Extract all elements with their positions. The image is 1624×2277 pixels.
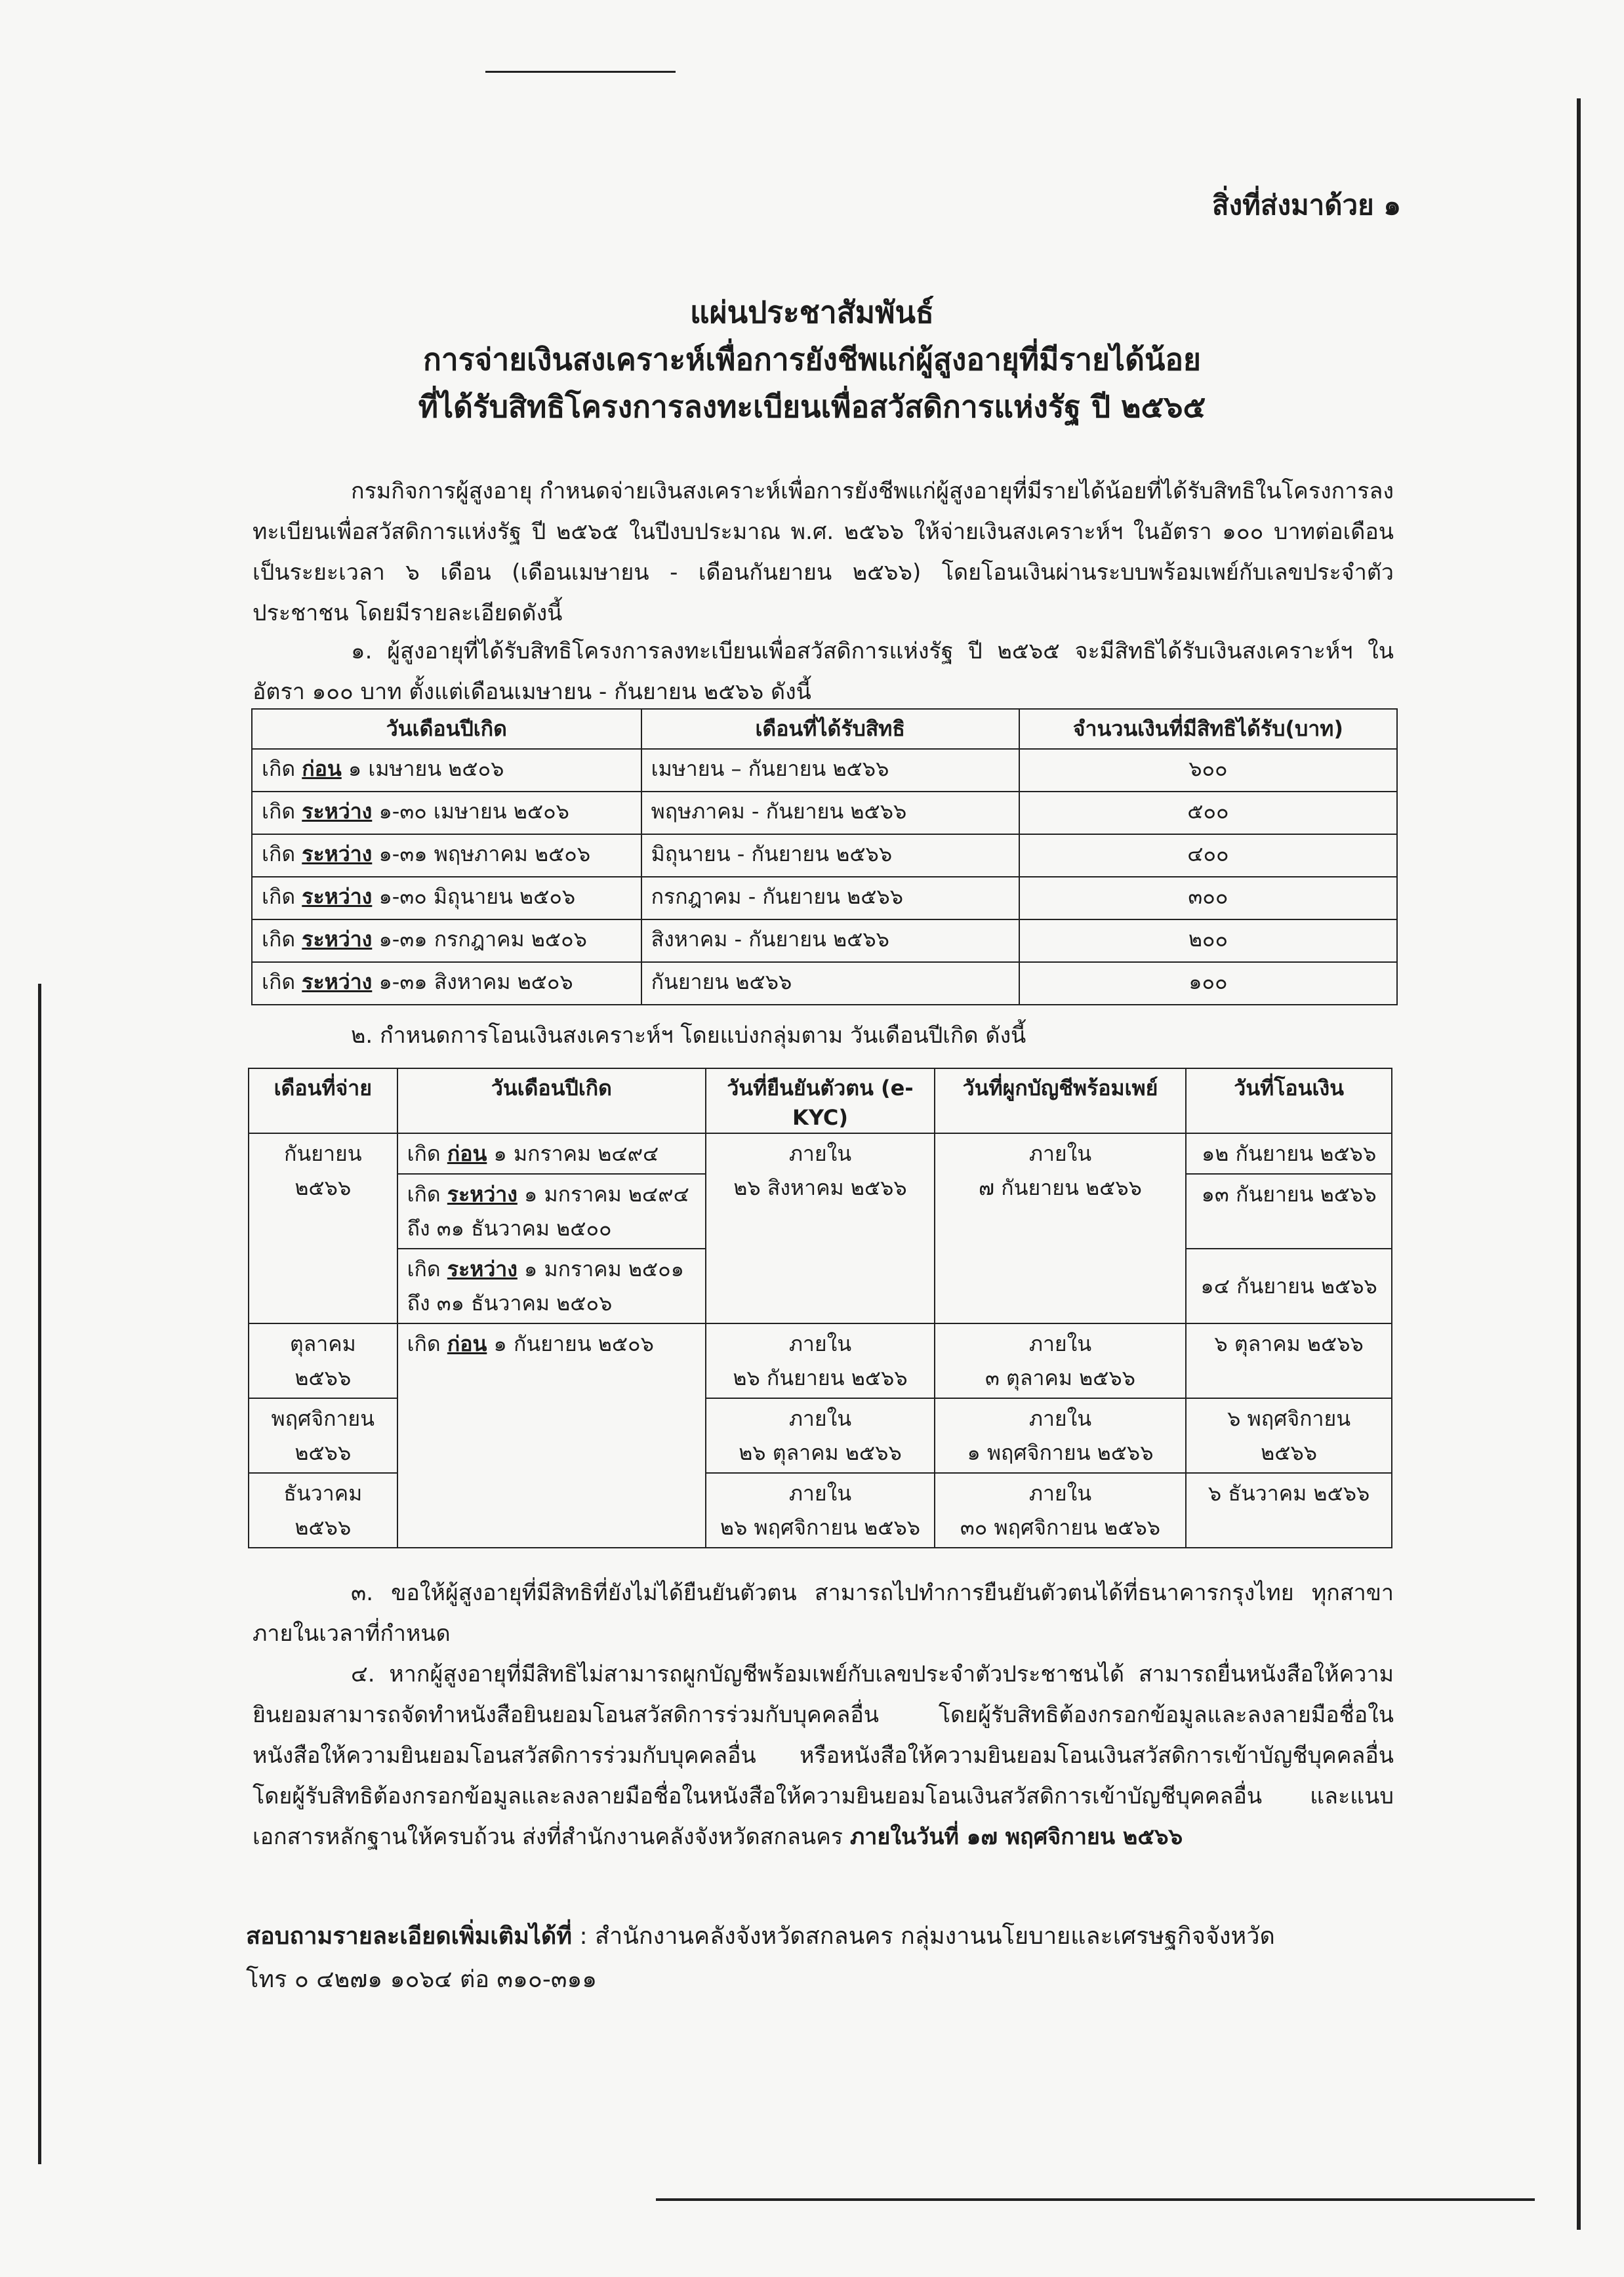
cell-text: เกิด — [407, 1331, 447, 1356]
months-cell: กันยายน ๒๕๖๖ — [641, 962, 1019, 1005]
birthdate-cell — [397, 1323, 706, 1548]
item-1-paragraph: ๑. ผู้สูงอายุที่ได้รับสิทธิโครงการลงทะเบียนเพื่อสวัสดิการแห่งรัฐ ปี ๒๕๖๕ จะมีสิทธิได้รับเงินสงเคราะห์ฯ ในอัตรา ๑๐๐ บาท ตั้งแต่เดือนเมษายน - กันยายน ๒๕๖๖ ดังนี้ — [253, 638, 1394, 705]
promptpay-cell — [935, 1323, 1186, 1398]
transfer-date-cell: ๑๒ กันยายน ๒๕๖๖ — [1186, 1133, 1392, 1174]
ekyc-cell — [706, 1398, 935, 1473]
birthdate-cell — [252, 834, 641, 877]
cell-text: ๑-๓๑ สิงหาคม ๒๕๐๖ — [372, 969, 573, 994]
cell-text: ๑ มกราคม ๒๕๐๑ — [517, 1257, 684, 1281]
cell-text: ภายใน — [788, 1481, 852, 1506]
cell-text: ๑-๓๑ พฤษภาคม ๒๕๐๖ — [372, 841, 591, 866]
cell-text: ถึง ๓๑ ธันวาคม ๒๕๐๖ — [407, 1291, 613, 1316]
months-cell: สิงหาคม - กันยายน ๒๕๖๖ — [641, 919, 1019, 962]
cell-text: เกิด — [262, 841, 302, 866]
amount-cell: ๑๐๐ — [1019, 962, 1397, 1005]
birthdate-cell — [252, 919, 641, 962]
amount-cell: ๕๐๐ — [1019, 792, 1397, 834]
cell-text: ภายใน — [788, 1406, 852, 1431]
table-row — [252, 962, 1397, 1005]
cell-keyword: ระหว่าง — [302, 884, 373, 909]
promptpay-cell — [935, 1473, 1186, 1548]
cell-text: ๓๐ พฤศจิกายน ๒๕๖๖ — [960, 1515, 1161, 1540]
col-header-ekyc: วันที่ยืนยันตัวตน (e-KYC) — [706, 1068, 935, 1133]
birthdate-cell — [397, 1249, 706, 1323]
cell-keyword: ระหว่าง — [302, 969, 373, 994]
cell-text: ๑ พฤศจิกายน ๒๕๖๖ — [967, 1440, 1154, 1465]
cell-text: ภายใน — [1028, 1406, 1092, 1431]
promptpay-cell — [935, 1398, 1186, 1473]
cell-text: ภายใน — [1028, 1331, 1092, 1356]
cell-keyword: ก่อน — [302, 756, 342, 781]
cell-text: เกิด — [262, 927, 302, 952]
transfer-date-cell: ๖ ธันวาคม ๒๕๖๖ — [1186, 1473, 1392, 1548]
item-3-paragraph: ๓. ขอให้ผู้สูงอายุที่มีสิทธิที่ยังไม่ได้ยืนยันตัวตน สามารถไปทำการยืนยันตัวตนได้ที่ธนาคารกรุงไทย ทุกสาขา ภายในเวลาที่กำหนด — [253, 1580, 1394, 1647]
col-header-pay-month: เดือนที่จ่าย — [249, 1068, 397, 1133]
pay-month-cell: กันยายน ๒๕๖๖ — [249, 1133, 397, 1323]
entitlement-table — [251, 708, 1398, 1005]
cell-text: เกิด — [262, 799, 302, 824]
months-cell: พฤษภาคม - กันยายน ๒๕๖๖ — [641, 792, 1019, 834]
birthdate-cell — [252, 877, 641, 919]
intro-paragraph: กรมกิจการผู้สูงอายุ กำหนดจ่ายเงินสงเคราะห์เพื่อการยังชีพแก่ผู้สูงอายุที่มีรายได้น้อยที่ได้รับสิทธิในโครงการลงทะเบียนเพื่อสวัสดิการแห่งรัฐ ปี ๒๕๖๕ ในปีงบประมาณ พ.ศ. ๒๕๖๖ ให้จ่ายเงินสงเคราะห์ฯ ในอัตรา ๑๐๐ บาทต่อเดือน เป็นระยะเวลา ๖ เดือน (เดือนเมษายน - เดือนกันยายน ๒๕๖๖) โดยโอนเงินผ่านระบบพร้อมเพย์กับเลขประจำตัวประชาชน โดยมีรายละเอียดดังนี้ — [253, 478, 1394, 626]
title-line-3: ที่ได้รับสิทธิโครงการลงทะเบียนเพื่อสวัสดิการแห่งรัฐ ปี ๒๕๖๕ — [418, 389, 1206, 424]
transfer-schedule-table — [248, 1068, 1392, 1548]
cell-text: เกิด — [407, 1257, 447, 1281]
months-cell: กรกฎาคม - กันยายน ๒๕๖๖ — [641, 877, 1019, 919]
months-cell: เมษายน – กันยายน ๒๕๖๖ — [641, 749, 1019, 792]
cell-text: ๒๖ สิงหาคม ๒๕๖๖ — [733, 1175, 907, 1200]
table-header-row — [249, 1068, 1392, 1133]
attachment-label: สิ่งที่ส่งมาด้วย ๑ — [1212, 189, 1401, 221]
transfer-date-cell: ๖ ตุลาคม ๒๕๖๖ — [1186, 1323, 1392, 1398]
pay-month-cell: ธันวาคม ๒๕๖๖ — [249, 1473, 397, 1548]
amount-cell: ๓๐๐ — [1019, 877, 1397, 919]
title-line-2: การจ่ายเงินสงเคราะห์เพื่อการยังชีพแก่ผู้สูงอายุที่มีรายได้น้อย — [423, 342, 1201, 377]
cell-text: ภายใน — [1028, 1141, 1092, 1166]
cell-text: ๑ มกราคม ๒๔๙๔ — [517, 1182, 689, 1207]
item-4-text: ๔. หากผู้สูงอายุที่มีสิทธิไม่สามารถผูกบัญชีพร้อมเพย์กับเลขประจำตัวประชาชนได้ สามารถยื่นหนังสือให้ความยินยอมสามารถจัดทำหนังสือยินยอมโอนสวัสดิการร่วมกับบุคคลอื่น โดยผู้รับสิทธิต้องกรอกข้อมูลและลงลายมือชื่อในหนังสือให้ความยินยอมโอนสวัสดิการร่วมกับบุคคลอื่น หรือหนังสือให้ความยินยอมโอนเงินสวัสดิการเข้าบัญชีบุคคลอื่น โดยผู้รับสิทธิต้องกรอกข้อมูลและลงลายมือชื่อในหนังสือให้ความยินยอมโอนเงินสวัสดิการเข้าบัญชีบุคคลอื่น และแนบเอกสารหลักฐานให้ครบถ้วน ส่งที่สำนักงานคลังจังหวัดสกลนคร — [253, 1661, 1394, 1850]
table-row — [252, 792, 1397, 834]
ekyc-cell — [706, 1133, 935, 1323]
transfer-date-cell: ๖ พฤศจิกายน ๒๕๖๖ — [1186, 1398, 1392, 1473]
contact-block — [246, 1915, 1400, 2002]
table-row — [249, 1133, 1392, 1174]
col-header-birthdate: วันเดือนปีเกิด — [252, 709, 641, 749]
ekyc-cell — [706, 1473, 935, 1548]
scan-edge-bottom — [656, 2198, 1535, 2201]
scan-edge-left — [38, 984, 41, 2164]
birthdate-cell — [252, 962, 641, 1005]
ekyc-cell — [706, 1323, 935, 1398]
cell-text: เกิด — [262, 756, 302, 781]
cell-text: เกิด — [407, 1141, 447, 1166]
item-4-deadline: ภายในวันที่ ๑๗ พฤศจิกายน ๒๕๖๖ — [849, 1824, 1183, 1850]
cell-text: ๗ กันยายน ๒๕๖๖ — [979, 1175, 1142, 1200]
transfer-date-cell: ๑๔ กันยายน ๒๕๖๖ — [1186, 1249, 1392, 1323]
pay-month-cell: ตุลาคม ๒๕๖๖ — [249, 1323, 397, 1398]
cell-text: ๓ ตุลาคม ๒๕๖๖ — [985, 1365, 1136, 1390]
cell-text: ๑ กันยายน ๒๕๐๖ — [487, 1331, 654, 1356]
cell-text: ๒๖ กันยายน ๒๕๖๖ — [733, 1365, 908, 1390]
months-cell: มิถุนายน - กันยายน ๒๕๖๖ — [641, 834, 1019, 877]
contact-phone: โทร ๐ ๔๒๗๑ ๑๐๖๔ ต่อ ๓๑๐-๓๑๑ — [246, 1966, 598, 1993]
promptpay-cell — [935, 1133, 1186, 1323]
cell-text: ๑ เมษายน ๒๕๐๖ — [341, 756, 504, 781]
table-row — [252, 749, 1397, 792]
amount-cell: ๒๐๐ — [1019, 919, 1397, 962]
cell-text: ภายใน — [788, 1331, 852, 1356]
cell-text: ถึง ๓๑ ธันวาคม ๒๕๐๐ — [407, 1216, 612, 1241]
amount-cell: ๖๐๐ — [1019, 749, 1397, 792]
cell-text: เกิด — [407, 1182, 447, 1207]
col-header-birthdate: วันเดือนปีเกิด — [397, 1068, 706, 1133]
cell-text: ภายใน — [1028, 1481, 1092, 1506]
cell-text: ๒๖ ตุลาคม ๒๕๖๖ — [739, 1440, 902, 1465]
cell-keyword: ระหว่าง — [447, 1182, 518, 1207]
birthdate-cell — [252, 749, 641, 792]
cell-text: ๑ มกราคม ๒๔๙๔ — [487, 1141, 659, 1166]
scan-edge-top — [485, 71, 676, 73]
cell-keyword: ระหว่าง — [302, 927, 373, 952]
cell-keyword: ระหว่าง — [302, 841, 373, 866]
table-row — [252, 877, 1397, 919]
table-row — [252, 834, 1397, 877]
cell-text: ภายใน — [788, 1141, 852, 1166]
item-2-paragraph: ๒. กำหนดการโอนเงินสงเคราะห์ฯ โดยแบ่งกลุ่มตาม วันเดือนปีเกิด ดังนี้ — [351, 1022, 1026, 1049]
item-4-paragraph — [253, 1654, 1394, 1857]
cell-keyword: ก่อน — [447, 1141, 487, 1166]
cell-keyword: ก่อน — [447, 1331, 487, 1356]
contact-label: สอบถามรายละเอียดเพิ่มเติมได้ที่ — [246, 1923, 573, 1950]
table-row — [252, 919, 1397, 962]
cell-text: ๑-๓๐ เมษายน ๒๕๐๖ — [372, 799, 569, 824]
contact-office: : สำนักงานคลังจังหวัดสกลนคร กลุ่มงานนโยบายและเศรษฐกิจจังหวัด — [572, 1923, 1275, 1950]
birthdate-cell — [252, 792, 641, 834]
cell-keyword: ระหว่าง — [302, 799, 373, 824]
cell-text: ๑-๓๐ มิถุนายน ๒๕๐๖ — [372, 884, 576, 909]
birthdate-cell — [397, 1133, 706, 1174]
cell-keyword: ระหว่าง — [447, 1257, 518, 1281]
cell-text: ๒๖ พฤศจิกายน ๒๕๖๖ — [720, 1515, 921, 1540]
col-header-months: เดือนที่ได้รับสิทธิ — [641, 709, 1019, 749]
col-header-promptpay: วันที่ผูกบัญชีพร้อมเพย์ — [935, 1068, 1186, 1133]
cell-text: ๑-๓๑ กรกฎาคม ๒๕๐๖ — [372, 927, 587, 952]
title-block — [0, 289, 1624, 430]
col-header-amount: จำนวนเงินที่มีสิทธิได้รับ(บาท) — [1019, 709, 1397, 749]
table-header-row — [252, 709, 1397, 749]
cell-text: เกิด — [262, 884, 302, 909]
pay-month-cell: พฤศจิกายน ๒๕๖๖ — [249, 1398, 397, 1473]
title-line-1: แผ่นประชาสัมพันธ์ — [690, 294, 934, 330]
table-row — [249, 1323, 1392, 1398]
col-header-transfer-date: วันที่โอนเงิน — [1186, 1068, 1392, 1133]
birthdate-cell — [397, 1174, 706, 1249]
amount-cell: ๔๐๐ — [1019, 834, 1397, 877]
cell-text: เกิด — [262, 969, 302, 994]
transfer-date-cell: ๑๓ กันยายน ๒๕๖๖ — [1186, 1174, 1392, 1249]
